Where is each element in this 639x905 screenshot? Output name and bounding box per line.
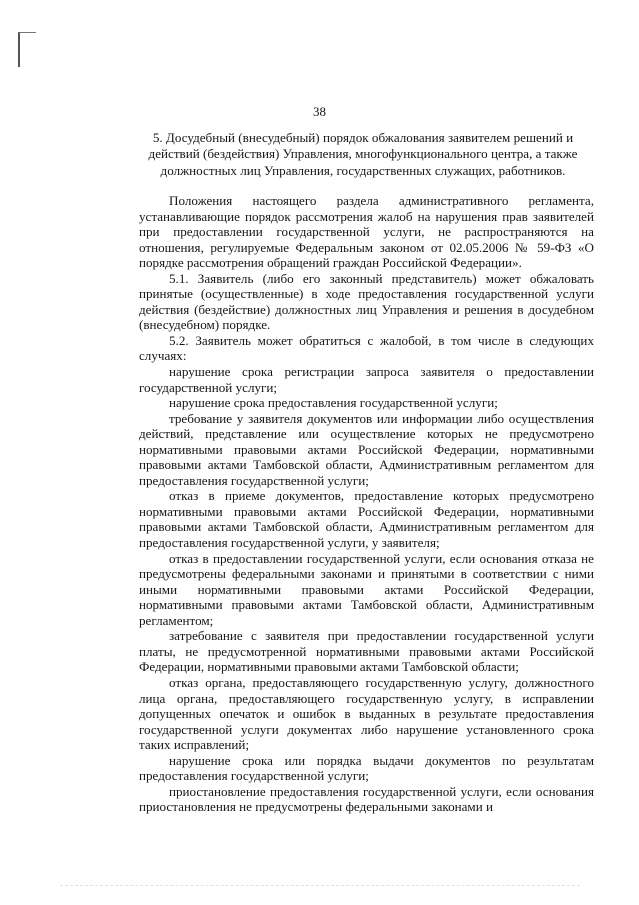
section-heading: 5. Досудебный (внесудебный) порядок обжалования заявителем решений и действий (бездействия) Управления, многофункционального центра, а также должностных лиц Управления, государственных служащих, работников. [148, 130, 578, 178]
paragraph-5-1: 5.1. Заявитель (либо его законный представитель) может обжаловать принятые (осуществленные) в ходе предоставления государственной услуги действия (бездействие) должностных лиц Управления и решения в досудебном (внесудебном) порядке. [139, 270, 594, 333]
list-item: требование у заявителя документов или информации либо осуществления действий, представление или осуществление которых не предусмотрено нормативными правовыми актами Российской Федерации, нормативными правовыми актами Тамбовской области, Административным регламентом для предоставления государственной услуги; [139, 410, 594, 488]
list-item: нарушение срока предоставления государственной услуги; [169, 395, 498, 411]
page-number: 38 [313, 104, 326, 119]
list-item: отказ в предоставлении государственной услуги, если основания отказа не предусмотрены федеральными законами и принятыми в соответствии с ними иными нормативными правовыми актами Российской Федерации, нормативными правовыми актами Тамбовской области, Административным регламентом; [139, 550, 594, 628]
list-item: нарушение срока регистрации запроса заявителя о предоставлении государственной услуги; [139, 364, 594, 395]
list-item: нарушение срока или порядка выдачи документов по результатам предоставления государственной услуги; [139, 752, 594, 784]
paragraph-scope: Положения настоящего раздела административного регламента, устанавливающие порядок рассмотрения жалоб на нарушения прав заявителей при предоставлении государственной услуги, не распространяются на отношения, регулируемые Федеральным законом от 02.05.2006 № 59-ФЗ «О порядке рассмотрения обращений граждан Российской Федерации». [139, 193, 594, 271]
list-item: затребование с заявителя при предоставлении государственной услуги платы, не предусмотренной нормативными правовыми актами Российской Федерации, нормативными правовыми актами Тамбовской области; [139, 628, 594, 675]
document-body [139, 193, 594, 815]
scan-edge-line [60, 885, 580, 886]
list-item: отказ органа, предоставляющего государственную услугу, должностного лица органа, предоставляющего государственную услугу, в исправлении допущенных опечаток и ошибок в выданных в результате предоставления государственной услуги документах либо нарушение установленного срока таких исправлений; [139, 674, 594, 753]
list-item: отказ в приеме документов, предоставление которых предусмотрено нормативными правовыми актами Российской Федерации, нормативными правовыми актами Тамбовской области, Административным регламентом для предоставления государственной услуги, у заявителя; [139, 488, 594, 551]
list-item: приостановление предоставления государственной услуги, если основания приостановления не предусмотрены федеральными законами и [139, 783, 594, 815]
scan-margin-mark [18, 32, 36, 67]
paragraph-5-2: 5.2. Заявитель может обратиться с жалобой, в том числе в следующих случаях: [139, 332, 594, 364]
